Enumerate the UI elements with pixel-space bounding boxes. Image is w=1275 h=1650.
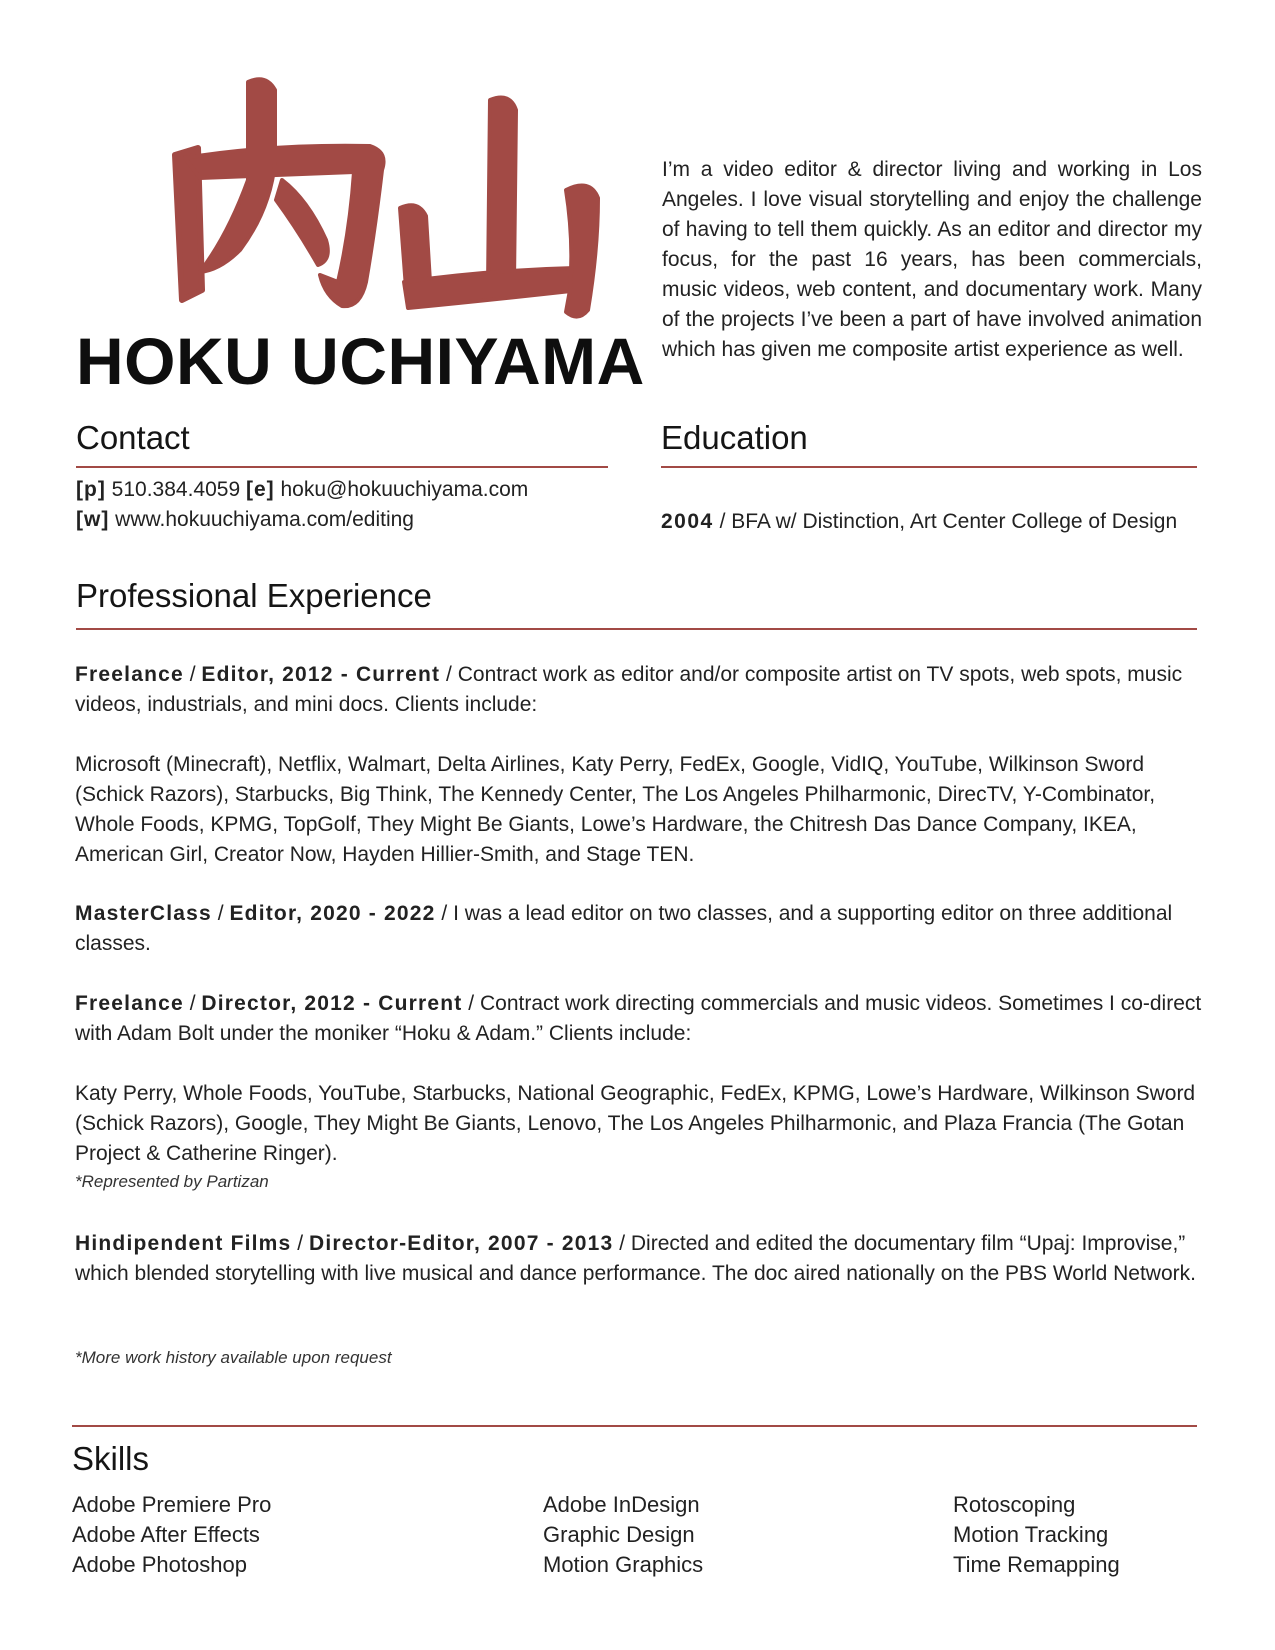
- kanji-logo: [70, 60, 630, 330]
- skills-divider: [72, 1425, 1197, 1427]
- education-entry: [661, 510, 1177, 534]
- job-clients: Microsoft (Minecraft), Netflix, Walmart, Delta Airlines, Katy Perry, FedEx, Google, VidIQ, YouTube, Wilkinson Sword (Schick Razors), Starbucks, Big Think, The Kennedy Center, The Los Angeles Philharmonic, DirecTV, Y-Combinator, Whole Foods, KPMG, TopGolf, They Might Be Giants, Lowe’s Hardware, the Chitresh Das Dance Company, IKEA, American Girl, Creator Now, Hayden Hillier-Smith, and Stage TEN.: [75, 753, 1156, 866]
- skill-item: Motion Graphics: [543, 1552, 704, 1577]
- job-company: Freelance: [75, 992, 184, 1015]
- experience-divider: [76, 628, 1197, 630]
- job-sep: /: [217, 902, 224, 925]
- job-note: *Represented by Partizan: [75, 1172, 269, 1191]
- education-heading: Education: [661, 419, 808, 456]
- kanji-stroke: [185, 146, 384, 306]
- skills-column: [72, 1490, 271, 1580]
- contact-line-2: [76, 505, 414, 535]
- skill-item: Motion Tracking: [953, 1522, 1109, 1547]
- skills-column: [953, 1490, 1120, 1580]
- job-role: Director, 2012 - Current: [201, 992, 463, 1015]
- job-clients: Katy Perry, Whole Foods, YouTube, Starbucks, National Geographic, FedEx, KPMG, Lowe’s Hardware, Wilkinson Sword (Schick Razors), Google, They Might Be Giants, Lenovo, The Los Angeles Philharmonic, and Plaza Francia (The Gotan Project & Catherine Ringer).: [75, 1082, 1196, 1165]
- education-divider: [661, 466, 1197, 468]
- job-role: Editor, 2012 - Current: [201, 663, 441, 686]
- phone-label: [p]: [76, 478, 106, 501]
- job-description: Contract work directing commercials and music videos. Sometimes I co-direct with Adam Bolt under the moniker “Hoku & Adam.” Clients include:: [75, 992, 1202, 1045]
- contact-divider: [76, 466, 608, 468]
- skill-item: Graphic Design: [543, 1522, 695, 1547]
- job-role: Director-Editor, 2007 - 2013: [308, 1232, 614, 1255]
- job-role: Editor, 2020 - 2022: [229, 902, 436, 925]
- job-entry: [75, 1229, 1205, 1289]
- job-description: Contract work as editor and/or composite artist on TV spots, web spots, music videos, industrials, and mini docs. Clients include:: [75, 663, 1183, 716]
- kanji-stroke: [566, 186, 598, 317]
- job-description: Directed and edited the documentary film “Upaj: Improvise,” which blended storytelling with live musical and dance performance. The doc aired nationally on the PBS World Network.: [75, 1232, 1196, 1285]
- skill-item: Adobe After Effects: [72, 1522, 260, 1547]
- intro-paragraph: I’m a video editor & director living and working in Los Angeles. I love visual storytelling and enjoy the challenge of having to tell them quickly. As an editor and director my focus, for the past 16 years, has been commercials, music videos, web content, and documentary work. Many of the projects I’ve been a part of have involved animation which has given me composite artist experience as well.: [662, 158, 1202, 361]
- education-sep: /: [719, 510, 726, 533]
- kanji-stroke: [400, 205, 430, 288]
- job-sep: /: [189, 663, 196, 686]
- job-entry: [75, 989, 1205, 1049]
- phone-number[interactable]: 510.384.4059: [111, 478, 241, 501]
- job-description: I was a lead editor on two classes, and a supporting editor on three additional classes.: [75, 902, 1173, 955]
- skill-item: Rotoscoping: [953, 1492, 1076, 1517]
- job-sep: /: [441, 902, 448, 925]
- job-sep: /: [297, 1232, 304, 1255]
- kanji-stroke: [488, 98, 516, 286]
- job-sep: /: [468, 992, 475, 1015]
- job-company: MasterClass: [75, 902, 212, 925]
- skill-item: Time Remapping: [953, 1552, 1120, 1577]
- experience-heading: Professional Experience: [76, 577, 432, 614]
- kanji-stroke: [276, 180, 328, 265]
- skill-item: Adobe Photoshop: [72, 1552, 247, 1577]
- skill-item: Adobe Premiere Pro: [72, 1492, 272, 1517]
- contact-heading: Contact: [76, 419, 190, 456]
- job-sep: /: [446, 663, 452, 686]
- skills-heading: Skills: [72, 1440, 150, 1477]
- website-link[interactable]: www.hokuuchiyama.com/editing: [115, 508, 414, 531]
- job-company: Freelance: [75, 663, 184, 686]
- job-entry: [75, 899, 1205, 959]
- person-name: HOKU UCHIYAMA: [76, 324, 645, 398]
- job-company: Hindipendent Films: [75, 1232, 292, 1255]
- contact-line-1: [76, 475, 528, 505]
- email-label: [e]: [245, 478, 275, 501]
- skill-item: Adobe InDesign: [543, 1492, 700, 1517]
- skills-column: [543, 1490, 703, 1580]
- experience-footnote: *More work history available upon request: [75, 1348, 392, 1367]
- job-sep: /: [189, 992, 196, 1015]
- education-detail: BFA w/ Distinction, Art Center College of Design: [731, 510, 1178, 533]
- web-label: [w]: [76, 508, 110, 531]
- job-sep: /: [619, 1232, 626, 1255]
- education-year: 2004: [661, 510, 714, 533]
- email-address[interactable]: hoku@hokuuchiyama.com: [280, 478, 529, 501]
- job-entry: [75, 660, 1205, 720]
